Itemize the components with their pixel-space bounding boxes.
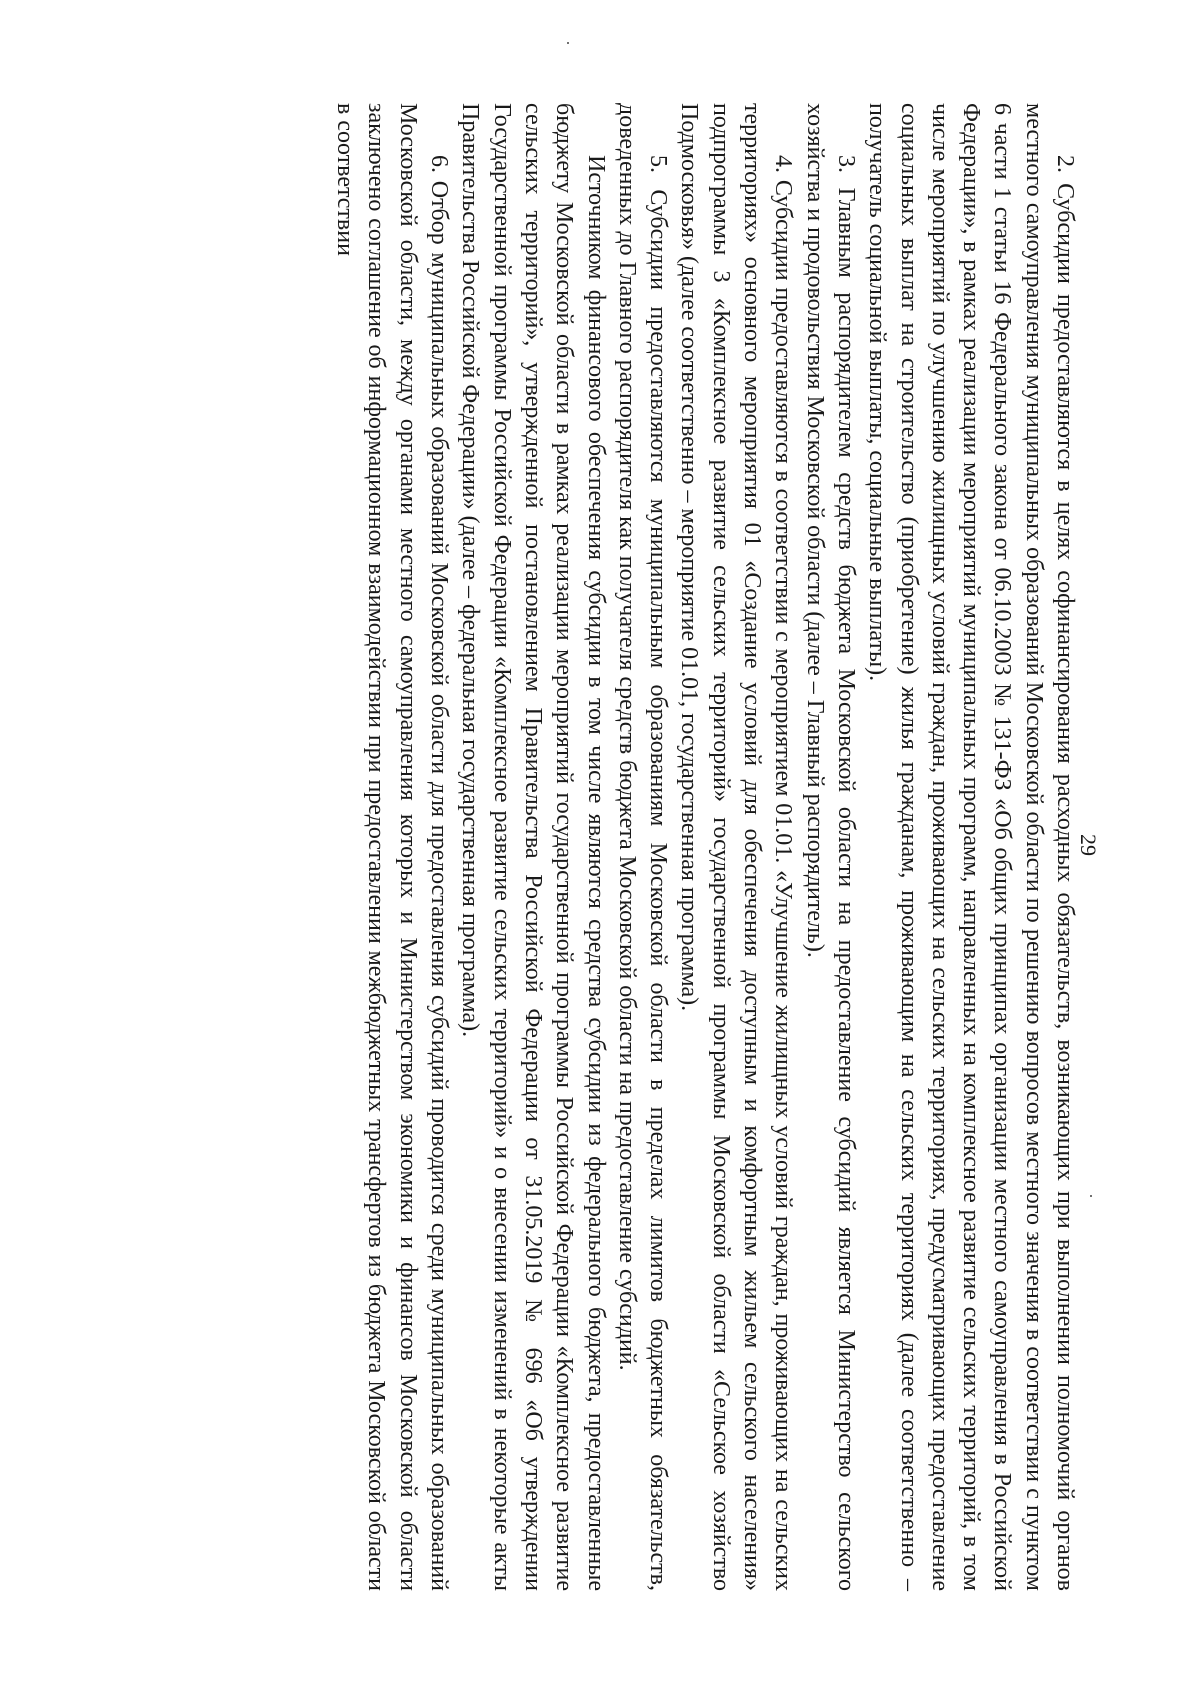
paragraph-3: 3. Главным распорядителем средств бюджета Московской области на предоставление субсидий является Министерство сельского хозяйства и продовольствия Московской области (далее – Главный распорядитель).: [801, 103, 859, 1591]
page-number: 29: [1076, 834, 1101, 856]
paragraph-4: 4. Субсидии предоставляются в соответствии с мероприятием 01.01. «Улучшение жилищных условий граждан, проживающих на сельских территориях» основного мероприятия 01 «Создание условий для обеспечения доступным и комфортным жильем сельского населения» подпрограммы 3 «Комплексное развитие сельских территорий» государственной программы Московской области «Сельское хозяйство Подмосковья» (далее соответственно – мероприятие 01.01, государственная программа).: [676, 103, 797, 1591]
paragraph-2: 2. Субсидии предоставляются в целях софинансирования расходных обязательств, возникающих при выполнении полномочий органов местного самоуправления муниципальных образований Московской области по решению вопросов местного значения в соответствии с пунктом 6 части 1 статьи 16 Федерального закона от 06.10.2003 № 131-ФЗ «Об общих принципах организации местного самоуправления в Российской Федерации», в рамках реализации мероприятий муниципальных программ, направленных на комплексное развитие сельских территорий, в том числе мероприятий по улучшению жилищных условий граждан, проживающих на сельских территориях, предусматривающих предоставление социальных выплат на строительство (приобретение) жилья гражданам, проживающим на сельских территориях (далее соответственно – получатель социальной выплаты, социальные выплаты).: [864, 103, 1078, 1591]
paragraph-6: 6. Отбор муниципальных образований Московской области для предоставления субсидий проводится среди муниципальных образований Московской области, между органами местного самоуправления которых и Министерством экономики и финансов Московской области заключено соглашение об информационном взаимодействии при предоставлении межбюджетных трансфертов из бюджета Московской области в соответствии: [332, 103, 453, 1591]
paragraph-funding-source: Источником финансового обеспечения субсидии в том числе являются средства субсидии из федерального бюджета, предоставленные бюджету Московской области в рамках реализации мероприятий государственной программы Российской Федерации «Комплексное развитие сельских территорий», утвержденной постановлением Правительства Российской Федерации от 31.05.2019 № 696 «Об утверждении Государственной программы Российской Федерации «Комплексное развитие сельских территорий» и о внесении изменений в некоторые акты Правительства Российской Федерации» (далее – федеральная государственная программа).: [457, 103, 609, 1591]
document-body: [329, 103, 1080, 1591]
rotated-text-block: [140, 103, 1080, 1591]
scan-speck: [1090, 1195, 1092, 1197]
scan-speck: [567, 42, 569, 44]
paragraph-5: 5. Субсидии предоставляются муниципальным образованиям Московской области в пределах лимитов бюджетных обязательств, доведенных до Главного распорядителя как получателя средств бюджета Московской области на предоставление субсидий.: [613, 103, 672, 1591]
